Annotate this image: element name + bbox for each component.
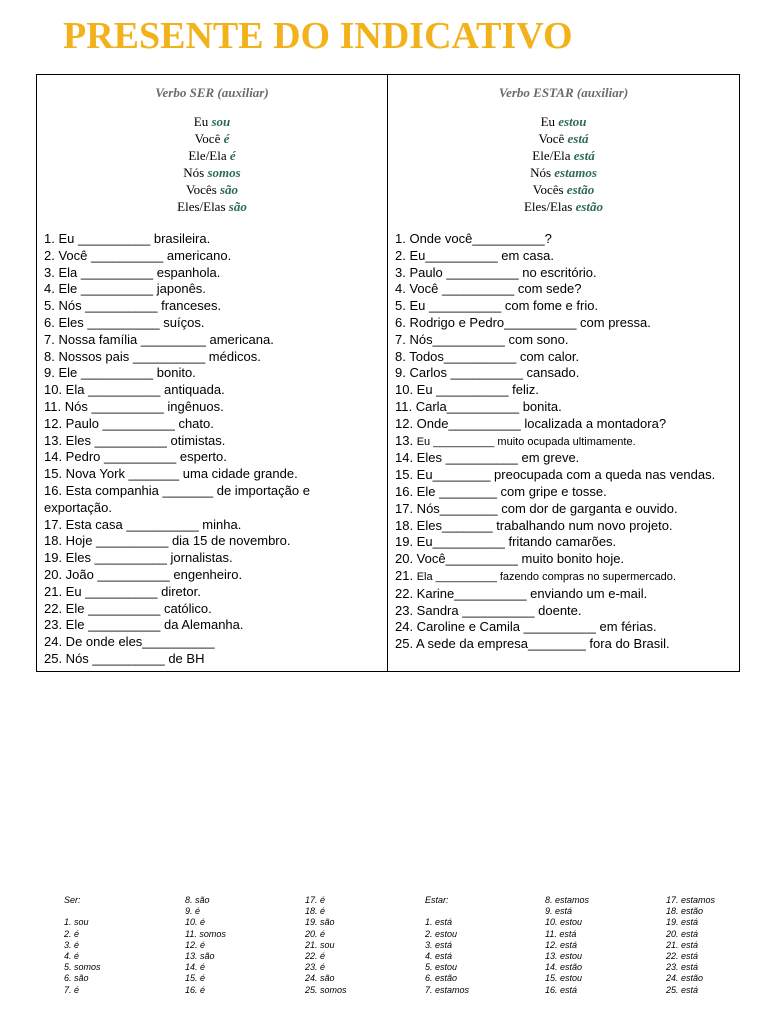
answer-item: 21. sou [305,939,335,950]
exercise-item: 8. Nossos pais __________ médicos. [44,348,261,364]
exercise-item: 1. Onde você__________? [395,231,552,246]
answer-item: 13. são [185,951,215,962]
exercise-item: 2. Eu__________ em casa. [395,247,555,263]
answer-item: 11. está [545,928,577,939]
answer-item: 23. é [305,962,326,973]
answer-item: 1. está [425,917,453,928]
answer-item: 8. estamos [545,895,590,905]
answer-item: 15. estou [545,973,583,984]
exercise-item: 10. Eu __________ feliz. [395,382,539,398]
answer-item: 22. é [305,951,326,962]
answer-item: 9. está [545,906,573,917]
exercise-item: 24. De onde eles__________ [44,634,215,650]
estar-column [388,75,739,671]
exercise-item: 21. Eu __________ diretor. [44,583,201,599]
verb-form: são [220,182,239,197]
answer-item: 25. está [666,984,699,995]
answer-item: 20. é [305,928,326,939]
answer-item: 2. estou [425,928,458,939]
answer-item: 15. é [185,973,206,984]
exercise-item: 25. Nós __________ de BH [44,650,205,666]
exercise-item: 17. Nós________ com dor de garganta e ouvido. [395,500,678,516]
answer-item: 14. estão [545,962,583,973]
exercise-item: 11. Nós __________ ingênuos. [44,398,224,414]
exercise-text: Eu __________ muito ocupada ultimamente. [416,435,636,448]
verb-form: estou [558,114,587,129]
verb-form: estamos [554,165,597,180]
verb-form: são [228,199,247,214]
answer-item: 8. são [185,895,210,905]
answer-col-ser-2 [185,895,226,996]
exercise-text: Ela __________ fazendo compras no supermercado. [416,570,676,583]
pronoun: Vocês [185,182,217,197]
answer-item: 22. está [666,951,699,962]
answer-item: 7. é [64,984,80,995]
verb-form: estão [575,199,604,214]
exercise-item: 12. Onde__________ localizada a montadora? [395,415,667,431]
exercise-item: 18. Hoje __________ dia 15 de novembro. [44,533,291,549]
answer-item: Estar: [425,895,449,905]
verb-form: somos [207,165,241,180]
verb-form: sou [211,114,231,129]
answer-item: 24. estão [666,973,704,984]
exercise-item: 14. Pedro __________ esperto. [44,449,227,465]
exercise-item: 5. Nós __________ franceses. [44,298,222,314]
exercise-item: 4. Você __________ com sede? [395,281,582,297]
answer-key [0,895,768,1005]
exercise-item: 9. Ele __________ bonito. [44,365,196,381]
exercise-number: 21. [395,567,417,583]
answer-item: Ser: [64,895,81,905]
estar-conjugation-row [388,130,739,147]
exercise-item: 10. Ela __________ antiquada. [44,382,225,398]
exercise-item: 12. Paulo __________ chato. [44,415,214,431]
answer-col-ser-3 [305,895,347,996]
exercise-item: 8. Todos__________ com calor. [395,348,580,364]
ser-conjugation [37,113,387,215]
answer-item: 13. estou [545,951,583,962]
answer-item: 9. é [185,906,201,917]
ser-conjugation-row [37,147,387,164]
pronoun: Ele/Ela [188,148,227,163]
exercise-item: 6. Rodrigo e Pedro__________ com pressa. [395,314,651,330]
answer-item: 5. estou [425,962,458,973]
pronoun: Você [538,131,565,146]
answer-item: 5. somos [64,962,101,973]
answer-item: 16. é [185,984,206,995]
verb-form: está [573,148,595,163]
pronoun: Ele/Ela [532,148,571,163]
pronoun: Nós [530,165,552,180]
answer-item: 14. é [185,962,206,973]
answer-item: 4. está [425,951,453,962]
exercise-item: 15. Nova York _______ uma cidade grande. [44,466,298,482]
exercise-item: 17. Esta casa __________ minha. [44,516,242,532]
exercise-item: 7. Nossa família _________ americana. [44,331,274,347]
answer-item: 12. é [185,939,206,950]
exercise-item: 19. Eles __________ jornalistas. [44,550,233,566]
exercise-number: 13. [395,432,417,448]
page-title: PRESENTE DO INDICATIVO [63,15,573,57]
verb-form: estão [566,182,595,197]
worksheet-table [36,74,740,672]
exercise-item: 20. Você__________ muito bonito hoje. [395,551,625,567]
exercise-item: 6. Eles __________ suíços. [44,314,205,330]
verb-form: é [223,131,230,146]
answer-item: 24. são [305,973,335,984]
exercise-item: 22. Ele __________ católico. [44,600,212,616]
answer-item: 23. está [666,962,699,973]
exercise-item: 9. Carlos __________ cansado. [395,365,580,381]
ser-conjugation-row [37,113,387,130]
answer-item: 1. sou [64,917,89,928]
exercise-item: 24. Caroline e Camila __________ em férias. [395,619,657,635]
answer-col-estar-2 [545,895,589,996]
pronoun: Você [194,131,221,146]
ser-conjugation-row [37,198,387,215]
estar-conjugation-row [388,147,739,164]
answer-col-estar-3 [666,895,715,996]
exercise-item: 23. Ele __________ da Alemanha. [44,617,244,633]
answer-item: 17. é [305,895,326,905]
answer-item: 20. está [666,928,699,939]
exercise-item: 20. João __________ engenheiro. [44,566,243,582]
verb-form: é [229,148,236,163]
exercise-item: 3. Paulo __________ no escritório. [395,264,597,280]
exercise-item: 11. Carla__________ bonita. [395,398,562,414]
answer-col-estar-1 [425,895,469,996]
answer-item: 10. é [185,917,206,928]
pronoun: Eles/Elas [177,199,226,214]
exercise-item: 15. Eu________ preocupada com a queda nas vendas. [395,467,716,483]
estar-conjugation-row [388,164,739,181]
pronoun: Nós [183,165,205,180]
exercise-item: 14. Eles __________ em greve. [395,450,580,466]
estar-conjugation-row [388,198,739,215]
estar-conjugation [388,113,739,215]
exercise-item: 3. Ela __________ espanhola. [44,264,221,280]
exercise-item: 2. Você __________ americano. [44,247,232,263]
ser-exercises [37,231,387,668]
estar-conjugation-row [388,113,739,130]
exercise-item: 5. Eu __________ com fome e frio. [395,298,599,314]
estar-conjugation-row [388,181,739,198]
exercise-item: 18. Eles_______ trabalhando num novo projeto. [395,517,673,533]
answer-item: 3. é [64,939,80,950]
ser-conjugation-row [37,164,387,181]
answer-item: 2. é [64,928,80,939]
exercise-item: 4. Ele __________ japonês. [44,281,206,297]
ser-heading: Verbo SER (auxiliar) [155,85,269,100]
exercise-item: 16. Esta companhia _______ de importação e exportação. [44,482,314,515]
answer-item: 4. é [64,951,80,962]
exercise-item [395,433,733,451]
answer-item: 11. somos [185,928,226,939]
exercise-item: 16. Ele ________ com gripe e tosse. [395,483,607,499]
answer-item: 19. são [305,917,335,928]
answer-item: 16. está [545,984,578,995]
answer-item: 18. estão [666,906,704,917]
answer-item: 10. estou [545,917,583,928]
answer-item: 6. são [64,973,89,984]
answer-item: 12. está [545,939,578,950]
ser-conjugation-row [37,181,387,198]
answer-item: 18. é [305,906,326,917]
answer-item: 17. estamos [666,895,716,905]
ser-column [37,75,388,671]
verb-form: está [567,131,589,146]
exercise-item: 23. Sandra __________ doente. [395,602,582,618]
answer-col-ser-1 [64,895,101,996]
exercise-item [395,568,733,586]
exercise-item: 19. Eu__________ fritando camarões. [395,534,617,550]
answer-item [425,906,469,917]
answer-item: 3. está [425,939,453,950]
estar-exercises [388,231,739,653]
pronoun: Vocês [532,182,564,197]
answer-item [64,906,101,917]
answer-item: 7. estamos [425,984,470,995]
answer-item: 21. está [666,939,699,950]
estar-heading: Verbo ESTAR (auxiliar) [498,85,629,100]
exercise-item: 1. Eu __________ brasileira. [44,231,211,246]
answer-item: 25. somos [305,984,347,995]
ser-conjugation-row [37,130,387,147]
pronoun: Eles/Elas [523,199,573,214]
exercise-item: 7. Nós__________ com sono. [395,331,569,347]
pronoun: Eu [193,114,209,129]
pronoun: Eu [540,114,556,129]
exercise-item: 13. Eles __________ otimistas. [44,432,226,448]
exercise-item: 22. Karine__________ enviando um e-mail. [395,585,648,601]
exercise-item: 25. A sede da empresa________ fora do Brasil. [395,636,670,652]
answer-item: 6. estão [425,973,458,984]
answer-item: 19. está [666,917,699,928]
